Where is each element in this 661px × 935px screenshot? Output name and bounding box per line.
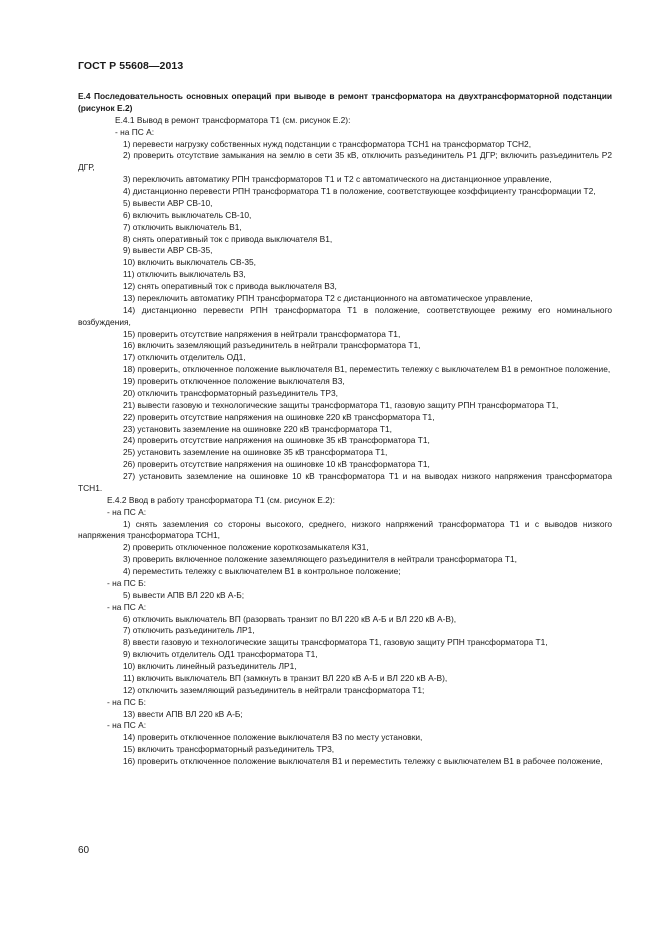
paragraph: - на ПС Б:: [107, 696, 146, 707]
paragraph: 14) проверить отключенное положение выключателя В3 по месту установки,: [123, 732, 423, 743]
paragraph: 22) проверить отсутствие напряжения на ошиновке 220 кВ трансформатора Т1,: [123, 411, 435, 422]
paragraph: 21) вывести газовую и технологические защиты трансформатора Т1, газовую защиту РПН трансформатора Т1,: [123, 399, 559, 410]
paragraph: 24) проверить отсутствие напряжения на ошиновке 35 кВ трансформатора Т1,: [123, 435, 430, 446]
document-header: ГОСТ Р 55608—2013: [78, 60, 184, 72]
paragraph: 1) снять заземления со стороны высокого, среднего, низкого напряжений трансформатора Т1 и с выводов низкого напряжения трансформатора ТСН1,: [78, 518, 612, 541]
paragraph: Е.4.1 Вывод в ремонт трансформатора Т1 (см. рисунок Е.2):: [115, 114, 351, 125]
paragraph: 8) снять оперативный ток с привода выключателя В1,: [123, 233, 333, 244]
paragraph: 5) вывести АВР СВ-10,: [123, 197, 213, 208]
paragraph: 17) отключить отделитель ОД1,: [123, 352, 246, 363]
paragraph: 2) проверить отключенное положение короткозамыкателя КЗ1,: [123, 542, 369, 553]
paragraph: 25) установить заземление на ошиновке 35 кВ трансформатора Т1,: [123, 447, 388, 458]
paragraph: 13) ввести АПВ ВЛ 220 кВ А-Б;: [123, 708, 243, 719]
paragraph: 8) ввести газовую и технологические защиты трансформатора Т1, газовую защиту РПН трансформатора Т1,: [123, 637, 548, 648]
paragraph: 16) включить заземляющий разъединитель в нейтрали трансформатора Т1,: [123, 340, 421, 351]
paragraph: 10) включить выключатель СВ-35,: [123, 257, 257, 268]
paragraph: 4) дистанционно перевести РПН трансформатора Т1 в положение, соответствующее коэффициенту трансформации Т2,: [123, 186, 596, 196]
paragraph: Е.4.2 Ввод в работу трансформатора Т1 (см. рисунок Е.2):: [107, 494, 335, 505]
paragraph: - на ПС Б:: [107, 577, 146, 588]
paragraph: - на ПС А:: [107, 601, 147, 612]
paragraph: 18) проверить, отключенное положение выключателя В1, переместить тележку с выключателем В1 в ремонтное положение,: [123, 364, 611, 375]
paragraph: 26) проверить отсутствие напряжения на ошиновке 10 кВ трансформатора Т1,: [123, 459, 430, 470]
paragraph: 9) вывести АВР СВ-35,: [123, 245, 213, 256]
page-number: 60: [78, 845, 90, 856]
paragraph: 14) дистанционно перевести РПН трансформатора Т1 в положение, соответствующее режиму его номинального возбуждения,: [78, 304, 612, 327]
paragraph: 11) отключить выключатель В3,: [123, 269, 246, 280]
paragraph: 6) отключить выключатель ВП (разорвать транзит по ВЛ 220 кВ А-Б и ВЛ 220 кВ А-В),: [123, 613, 457, 624]
paragraph: 7) отключить выключатель В1,: [123, 221, 242, 232]
paragraph: 27) установить заземление на ошиновке 10 кВ трансформатора Т1 и на выводах низкого напряжения трансформатора ТСН1.: [78, 471, 612, 493]
paragraph: 19) проверить отключенное положение выключателя В3,: [123, 376, 345, 386]
paragraph: 23) установить заземление на ошиновке 220 кВ трансформатора Т1,: [123, 423, 393, 434]
paragraph: 20) отключить трансформаторный разъединитель ТР3,: [123, 387, 338, 398]
paragraph: 3) проверить включенное положение заземляющего разъединителя в нейтрали трансформатора Т1,: [123, 554, 517, 565]
paragraph: 15) проверить отсутствие напряжения в нейтрали трансформатора Т1,: [123, 328, 401, 339]
paragraph: 10) включить линейный разъединитель ЛР1,: [123, 661, 297, 671]
paragraph: 2) проверить отсутствие замыкания на землю в сети 35 кВ, отключить разъединитель Р1 ДГР; включить разъединитель Р2 ДГР,: [78, 150, 612, 173]
paragraph: 13) переключить автоматику РПН трансформатора Т2 с дистанционного на автоматическое управление,: [123, 292, 533, 303]
paragraph: 5) вывести АПВ ВЛ 220 кВ А-Б;: [123, 589, 245, 600]
paragraph: 12) снять оперативный ток с привода выключателя В3,: [123, 281, 337, 291]
paragraph: 4) переместить тележку с выключателем В1 в контрольное положение;: [123, 566, 401, 576]
paragraph: 7) отключить разъединитель ЛР1,: [123, 625, 255, 636]
paragraph: 1) перевести нагрузку собственных нужд подстанции с трансформатора ТСН1 на трансформатор ТСН2,: [123, 138, 532, 149]
paragraph: 15) включить трансформаторный разъединитель ТР3,: [123, 744, 335, 755]
paragraph: 16) проверить отключенное положение выключателя В1 и переместить тележку с выключателем В1 в рабочее положение,: [123, 756, 603, 766]
paragraph: - на ПС А:: [115, 126, 155, 137]
document-body: [78, 91, 612, 768]
paragraph: 9) включить отделитель ОД1 трансформатора Т1,: [123, 649, 318, 660]
paragraph: 12) отключить заземляющий разъединитель в нейтрали трансформатора Т1;: [123, 684, 425, 695]
paragraph: 3) переключить автоматику РПН трансформаторов Т1 и Т2 с автоматического на дистанционное управление,: [123, 174, 552, 185]
paragraph: 11) включить выключатель ВП (замкнуть в транзит ВЛ 220 кВ А-Б и ВЛ 220 кВ А-В),: [123, 672, 448, 683]
paragraph: - на ПС А:: [107, 506, 147, 517]
section-heading: Е.4 Последовательность основных операций при выводе в ремонт трансформатора на двухтрансформаторной подстанции (рисунок Е.2): [78, 91, 612, 113]
paragraph: - на ПС А:: [107, 720, 147, 731]
paragraph: 6) включить выключатель СВ-10,: [123, 209, 252, 220]
